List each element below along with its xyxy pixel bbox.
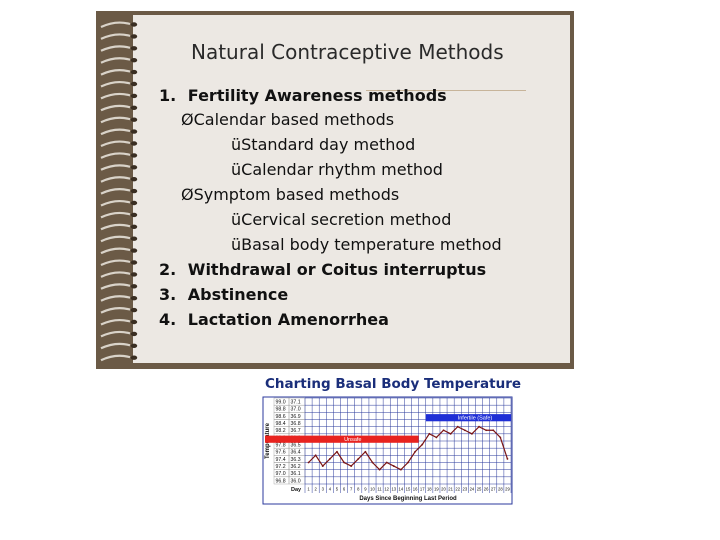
y-tick-label-c: 36.0: [290, 478, 301, 485]
spiral-hole: [131, 141, 137, 145]
list-item-text: Fertility Awareness methods: [187, 86, 447, 105]
list-subitem: [181, 110, 394, 129]
spiral-hole: [131, 201, 137, 205]
spiral-ring: [101, 249, 130, 253]
y-tick-label-f: 97.8: [275, 442, 286, 449]
day-label: Day: [291, 487, 302, 493]
data-point: [428, 433, 430, 435]
x-tick-label: 6: [342, 486, 346, 492]
spiral-hole: [131, 320, 137, 324]
data-point: [386, 462, 388, 464]
spiral-hole: [131, 82, 137, 86]
spiral-binding: [100, 17, 138, 363]
x-tick-label: 12: [384, 486, 390, 492]
y-tick-label-c: 36.4: [290, 449, 301, 456]
data-point: [350, 465, 352, 467]
check-bullet-icon: ü: [231, 210, 242, 229]
data-point: [372, 462, 374, 464]
list-item-4: [159, 310, 389, 329]
list-item-1: [159, 86, 447, 105]
x-tick-label: 5: [335, 486, 339, 492]
list-marker: 1.: [159, 86, 177, 105]
data-point: [414, 451, 416, 453]
list-item-text: Basal body temperature method: [241, 235, 502, 254]
y-tick-label-f: 96.8: [275, 478, 286, 485]
data-point: [308, 462, 310, 464]
x-tick-label: 17: [419, 486, 425, 492]
spiral-ring: [101, 261, 130, 265]
y-tick-label-c: 36.8: [290, 421, 301, 428]
spiral-ring: [101, 320, 130, 324]
spiral-ring: [101, 153, 130, 157]
spiral-ring: [101, 130, 130, 134]
spiral-hole: [131, 248, 137, 252]
spiral-hole: [131, 46, 137, 50]
x-tick-label: 27: [490, 486, 496, 492]
spiral-ring: [101, 308, 130, 312]
x-tick-label: 4: [328, 486, 332, 492]
x-tick-label: 22: [455, 486, 461, 492]
spiral-hole: [131, 284, 137, 288]
x-tick-label: 10: [370, 486, 375, 492]
x-tick-label: 28: [498, 486, 503, 492]
list-subsubitem: [231, 235, 502, 254]
spiral-hole: [131, 118, 137, 122]
spiral-ring: [101, 213, 130, 217]
x-tick-label: 24: [469, 486, 475, 492]
y-tick-label-f: 98.8: [275, 406, 286, 413]
x-tick-label: 3: [321, 486, 324, 492]
spiral-hole: [131, 106, 137, 110]
data-point: [492, 429, 494, 431]
x-tick-label: 15: [405, 486, 411, 492]
data-point: [436, 437, 438, 439]
spiral-hole: [131, 165, 137, 169]
spiral-ring: [101, 82, 130, 86]
list-marker: 4.: [159, 310, 177, 329]
data-point: [457, 426, 459, 428]
spiral-hole: [131, 70, 137, 74]
spiral-ring: [101, 201, 130, 205]
y-tick-label-c: 37.0: [290, 406, 301, 413]
list-subitem: [181, 185, 399, 204]
y-tick-label-c: 36.1: [290, 471, 301, 478]
data-point: [379, 469, 381, 471]
data-point: [407, 462, 409, 464]
spiral-ring: [101, 23, 130, 27]
y-tick-label-c: 37.1: [290, 399, 301, 406]
spiral-hole: [131, 356, 137, 360]
x-tick-label: 23: [462, 486, 468, 492]
data-point: [478, 426, 480, 428]
spiral-hole: [131, 129, 137, 133]
spiral-ring: [101, 70, 130, 74]
safe-label: Infertile (Safe): [457, 415, 493, 422]
y-tick-label-c: 36.2: [290, 464, 301, 471]
list-item-3: [159, 285, 288, 304]
data-point: [343, 462, 345, 464]
unsafe-label: Unsafe: [344, 437, 362, 444]
spiral-hole: [131, 177, 137, 181]
check-bullet-icon: ü: [231, 235, 242, 254]
data-point: [485, 429, 487, 431]
check-bullet-icon: ü: [231, 160, 242, 179]
list-subsubitem: [231, 135, 415, 154]
list-item-2: [159, 260, 486, 279]
spiral-hole: [131, 272, 137, 276]
x-tick-label: 14: [398, 486, 404, 492]
spiral-hole: [131, 94, 137, 98]
list-item-text: Cervical secretion method: [241, 210, 452, 229]
data-point: [471, 433, 473, 435]
spiral-ring: [101, 46, 130, 50]
data-point: [357, 458, 359, 460]
spiral-hole: [131, 237, 137, 241]
y-tick-label-f: 97.0: [275, 471, 286, 478]
y-tick-label-f: 98.2: [275, 428, 286, 435]
data-point: [443, 429, 445, 431]
x-tick-label: 1: [307, 486, 310, 492]
data-point: [507, 458, 509, 460]
data-point: [329, 458, 331, 460]
spiral-ring: [101, 34, 130, 38]
spiral-hole: [131, 344, 137, 348]
y-tick-label-f: 97.6: [275, 449, 286, 456]
list-item-text: Symptom based methods: [193, 185, 400, 204]
slide: [96, 11, 574, 369]
x-tick-label: 26: [483, 486, 489, 492]
spiral-ring: [101, 272, 130, 276]
x-tick-label: 18: [426, 486, 432, 492]
spiral-ring: [101, 296, 130, 300]
y-tick-label-f: 97.2: [275, 464, 286, 471]
x-tick-label: 9: [364, 486, 367, 492]
spiral-ring: [101, 177, 130, 181]
spiral-hole: [131, 308, 137, 312]
list-marker: 3.: [159, 285, 177, 304]
x-tick-label: 25: [476, 486, 482, 492]
x-tick-label: 19: [434, 486, 439, 492]
spiral-ring: [101, 142, 130, 146]
spiral-ring: [101, 225, 130, 229]
list-item-text: Abstinence: [187, 285, 289, 304]
check-bullet-icon: ü: [231, 135, 242, 154]
spiral-hole: [131, 153, 137, 157]
data-point: [336, 451, 338, 453]
spiral-hole: [131, 58, 137, 62]
spiral-ring: [101, 356, 130, 360]
list-item-text: Standard day method: [241, 135, 416, 154]
data-point: [450, 433, 452, 435]
y-tick-label-f: 99.0: [275, 399, 286, 406]
x-tick-label: 29: [505, 486, 510, 492]
y-tick-label-c: 36.7: [290, 428, 301, 435]
x-tick-label: 21: [448, 486, 453, 492]
list-item-text: Lactation Amenorrhea: [187, 310, 389, 329]
spiral-hole: [131, 260, 137, 264]
data-point: [421, 444, 423, 446]
spiral-ring: [101, 332, 130, 336]
y-tick-label-f: 98.6: [275, 413, 286, 420]
x-tick-label: 20: [441, 486, 446, 492]
spiral-ring: [101, 106, 130, 110]
list-item-text: Withdrawal or Coitus interruptus: [187, 260, 487, 279]
y-tick-label-f: 97.4: [275, 456, 286, 463]
spiral-hole: [131, 189, 137, 193]
list-item-text: Calendar rhythm method: [241, 160, 443, 179]
spiral-ring: [101, 189, 130, 193]
spiral-ring: [101, 284, 130, 288]
data-point: [393, 465, 395, 467]
spiral-hole: [131, 22, 137, 26]
spiral-ring: [101, 94, 130, 98]
list-marker: 2.: [159, 260, 177, 279]
arrow-bullet-icon: Ø: [181, 110, 194, 129]
spiral-hole: [131, 213, 137, 217]
spiral-ring: [101, 165, 130, 169]
slide-title: Natural Contraceptive Methods: [191, 40, 504, 64]
y-tick-label-c: 36.3: [290, 456, 301, 463]
list-subsubitem: [231, 210, 451, 229]
x-tick-label: 13: [391, 486, 397, 492]
data-point: [322, 465, 324, 467]
data-point: [464, 429, 466, 431]
spiral-ring: [101, 118, 130, 122]
spiral-ring: [101, 344, 130, 348]
spiral-hole: [131, 225, 137, 229]
x-tick-label: 2: [314, 486, 317, 492]
spiral-hole: [131, 332, 137, 336]
y-tick-label-c: 36.9: [290, 413, 301, 420]
y-tick-label-c: 36.5: [290, 442, 301, 449]
spiral-hole: [131, 296, 137, 300]
y-tick-label-f: 98.4: [275, 421, 286, 428]
chart-title: Charting Basal Body Temperature: [265, 376, 522, 392]
x-tick-label: 8: [357, 486, 360, 492]
data-point: [499, 437, 501, 439]
bbt-chart: [259, 374, 514, 507]
x-tick-label: 16: [412, 486, 418, 492]
data-point: [315, 454, 317, 456]
list-item-text: Calendar based methods: [193, 110, 395, 129]
unsafe-band: [265, 436, 419, 443]
spiral-hole: [131, 34, 137, 38]
data-point: [364, 451, 366, 453]
x-tick-label: 7: [350, 486, 353, 492]
x-tick-label: 11: [377, 486, 382, 492]
spiral-ring: [101, 237, 130, 241]
x-axis-label: Days Since Beginning Last Period: [359, 496, 457, 502]
spiral-ring: [101, 58, 130, 62]
data-point: [400, 469, 402, 471]
arrow-bullet-icon: Ø: [181, 185, 194, 204]
list-subsubitem: [231, 160, 443, 179]
